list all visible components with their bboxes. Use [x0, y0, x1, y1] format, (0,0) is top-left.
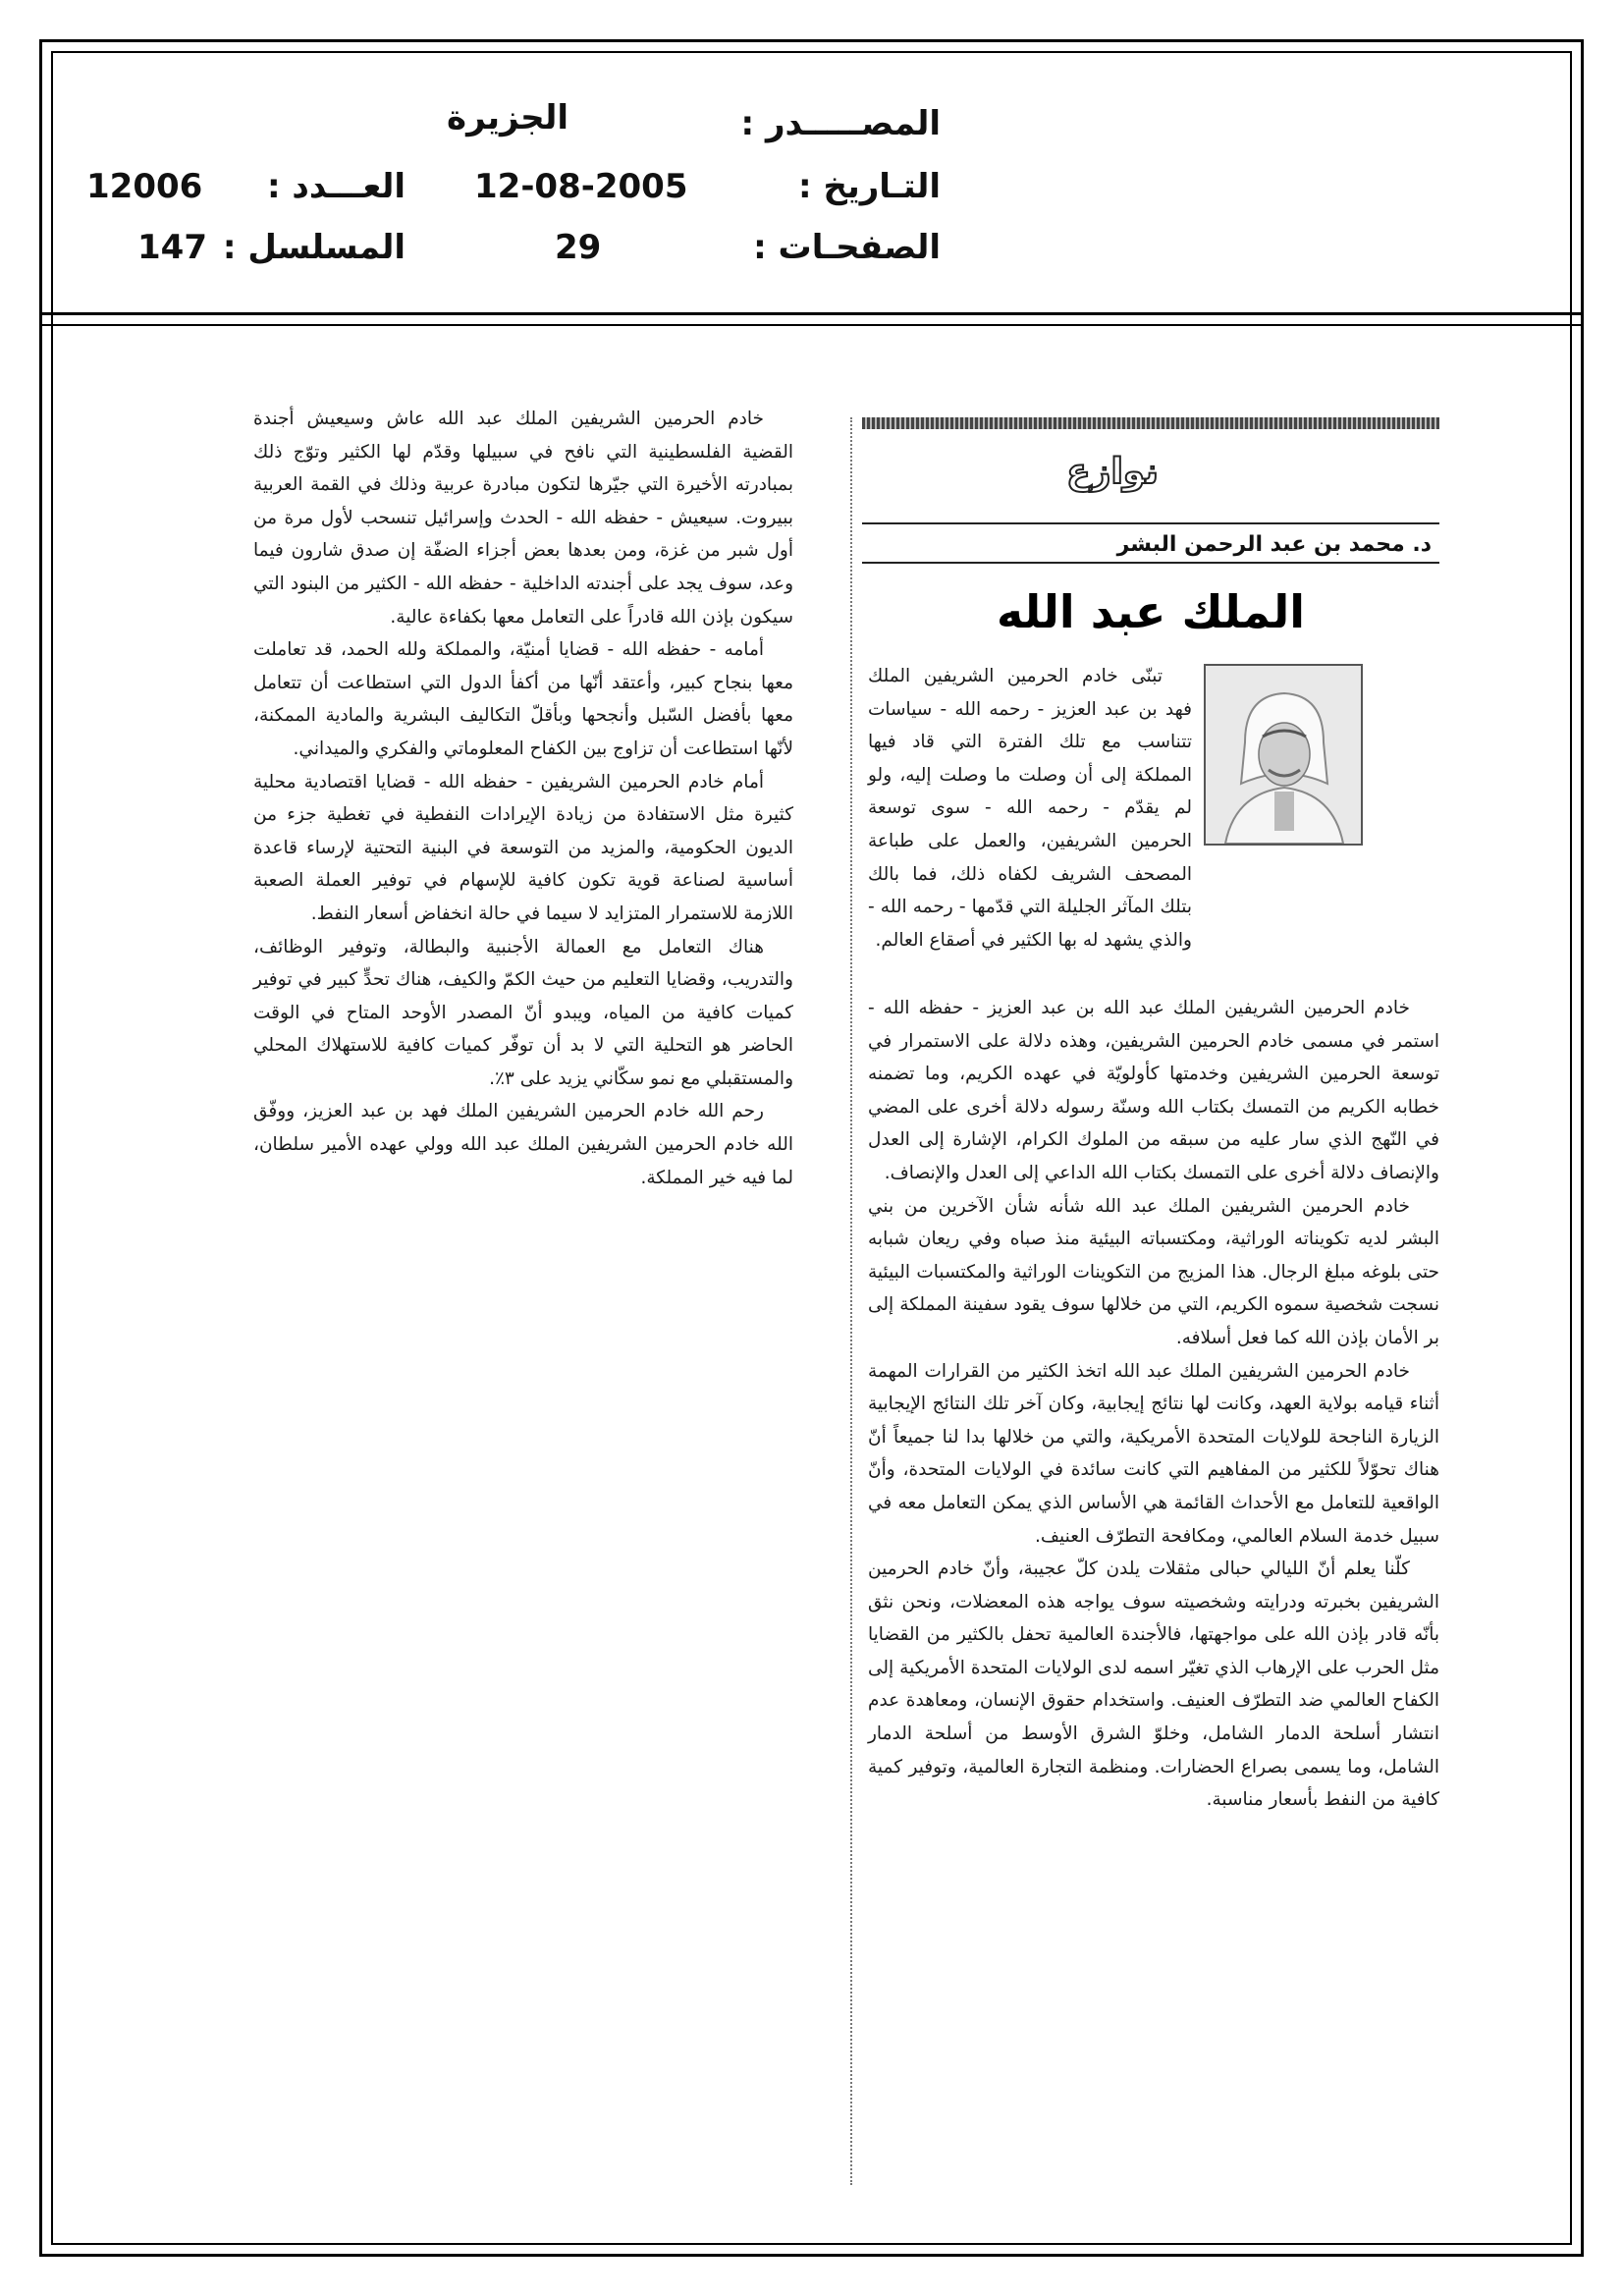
paragraph: خادم الحرمين الشريفين الملك عبد الله اتخذ الكثير من القرارات المهمة أثناء قيامه بولاية العهد، وكانت لها نتائج إيجابية، وكان آخر تلك النتائج الإيجابية الزيارة الناجحة للولايات المتحدة الأمريكية، والتي من خلالها بدا لنا جميعاً أنّ هناك تحوّلاً للكثير من المفاهيم التي كانت سائدة في الولايات المتحدة، وأنّ الواقعية للتعامل مع الأحداث القائمة هي الأساس الذي يمكن التعامل معه في سبيل خدمة السلام العالمي، ومكافحة التطرّف العنيف. [868, 1360, 1439, 1547]
paragraph: خادم الحرمين الشريفين الملك عبد الله بن عبد العزيز - حفظه الله - استمر في مسمى خادم الحرمين الشريفين، وهذه دلالة على الاستمرار في توسعة الحرمين الشريفين وخدمتها كأولويّة في عهده الكريم، وما تضمنه خطابه الكريم من التمسك بكتاب الله وسنّة رسوله دلالة أخرى على المضي في النّهج الذي سار عليه من سبقه من الملوك الكرام، الإشارة إلى العدل والإنصاف دلالة أخرى على التمسك بكتاب الله الداعي إلى العدل والإنصاف. [868, 998, 1439, 1183]
article-headline: الملك عبد الله [996, 585, 1305, 638]
serial-value: 147 [137, 228, 207, 267]
author-portrait-icon [1204, 664, 1363, 846]
column-divider [850, 417, 854, 2185]
paragraph: رحم الله خادم الحرمين الشريفين الملك فهد بن عبد العزيز، ووفّق الله خادم الحرمين الشريفين الملك عبد الله وولي عهده الأمير سلطان، لما فيه خير المملكة. [253, 1101, 793, 1188]
paragraph: أمام خادم الحرمين الشريفين - حفظه الله - قضايا اقتصادية محلية كثيرة مثل الاستفادة من زيادة الإيرادات النفطية في تغطية جزء من الديون الحكومية، والمزيد من التوسعة في البنية التحتية لإرساء قاعدة أساسية لصناعة قوية تكون كافية للإسهام في توفير العملة الصعبة اللازمة للاستمرار المتزايد لا سيما في حالة انخفاض أسعار النفط. [253, 771, 793, 924]
article-text-wrap [868, 660, 1192, 957]
issue-label: العـــدد : [267, 167, 406, 206]
paragraph: هناك التعامل مع العمالة الأجنبية والبطالة، وتوفير الوظائف، والتدريب، وقضايا التعليم من حيث الكمّ والكيف، هناك تحدٍّ كبير في توفير كميات كافية من المياه، ويبدو أنّ المصدر الأوحد المتاح في الوقت الحاضر هو التحلية التي لا بد أن توفّر كميات كافية للاستهلاك المحلي والمستقبلي مع نمو سكّاني يزيد على ٣٪. [253, 936, 793, 1089]
paragraph: أمامه - حفظه الله - قضايا أمنيّة، والمملكة ولله الحمد، قد تعاملت معها بنجاح كبير، وأعتقد أنّها من أكفأ الدول التي استطاعت أن تتعامل معها بأفضل السّبل وأنجحها وبأقلّ التكاليف البشرية والمادية الممكنة، لأنّها استطاعت أن تزاوج بين الكفاح المعلوماتي والفكري والميداني. [253, 639, 793, 759]
date-label: التـاريخ : [798, 167, 941, 206]
source-label: المصـــــدر : [740, 104, 941, 143]
serial-label: المسلسل : [222, 228, 406, 267]
article-text-left [253, 403, 793, 1194]
source-value: الجزيرة [447, 98, 569, 137]
paragraph: خادم الحرمين الشريفين الملك عبد الله شأنه شأن الآخرين من بني البشر لديه تكويناته الوراثية، ومكتسباته البيئية منذ صباه وفي ريعان شبابه حتى بلوغه مبلغ الرجال. هذا المزيج من التكوينات الوراثية والمكتسبات البيئية نسجت شخصية سموه الكريم، التي من خلالها سوف يقود سفينة المملكة إلى بر الأمان بإذن الله كما فعل أسلافه. [868, 1195, 1439, 1348]
paragraph: خادم الحرمين الشريفين الملك عبد الله عاش وسيعيش أجندة القضية الفلسطينية التي نافح في سبيلها وقدّم لها الكثير وتوّج ذلك بمبادرته الأخيرة التي جيّرها لتكون مبادرة عربية وذلك في القمة العربية ببيروت. سيعيش - حفظه الله - الحدث وإسرائيل تنسحب لأول مرة من أول شبر من غزة، ومن بعدها بعض أجزاء الضفّة إن صدق شارون فيما وعد، سوف يجد على أجندته الداخلية - حفظه الله - الكثير من البنود التي سيكون بإذن الله قادراً على التعامل معها بكفاءة عالية. [253, 409, 793, 628]
pages-value: 29 [555, 228, 602, 267]
date-value: 12-08-2005 [474, 167, 688, 206]
article-text-right [868, 992, 1439, 1817]
paragraph: تبنّى خادم الحرمين الشريفين الملك فهد بن عبد العزيز - رحمه الله - سياسات تتناسب مع تلك الفترة التي قاد فيها المملكة إلى أن وصلت ما وصلت إليه، ولو لم يقدّم - رحمه الله - سوى توسعة الحرمين الشريفين، والعمل على طباعة المصحف الشريف لكفاه ذلك، فما بالك بتلك المآثر الجليلة التي قدّمها - رحمه الله - والذي يشهد له بها الكثير في أصقاع العالم. [868, 666, 1192, 951]
author-name: د. محمد بن عبد الرحمن البشر [862, 522, 1439, 564]
paragraph: كلّنا يعلم أنّ الليالي حبالى مثقلات يلدن كلّ عجيبة، وأنّ خادم الحرمين الشريفين بخبرته ودرايته وشخصيته سوف يواجه هذه المعضلات، ونحن نثق بأنّه قادر بإذن الله على مواجهتها، فالأجندة العالمية تحفل بالكثير من القضايا مثل الحرب على الإرهاب الذي تغيّر اسمه لدى الولايات المتحدة الأمريكية إلى الكفاح العالمي ضد التطرّف العنيف. واستخدام حقوق الإنسان، ومعاهدة عدم انتشار أسلحة الدمار الشامل، وخلوّ الشرق الأوسط من أسلحة الدمار الشامل، وما يسمى بصراع الحضارات. ومنظمة التجارة العالمية، وتوفير كمية كافية من النفط بأسعار مناسبة. [868, 1558, 1439, 1811]
header-divider-inner [39, 324, 1584, 326]
column-logo: نوازع [1066, 452, 1159, 492]
header-divider [39, 312, 1584, 315]
issue-value: 12006 [86, 167, 203, 206]
pages-label: الصفحـات : [753, 228, 941, 267]
column-top-bar [862, 417, 1439, 429]
